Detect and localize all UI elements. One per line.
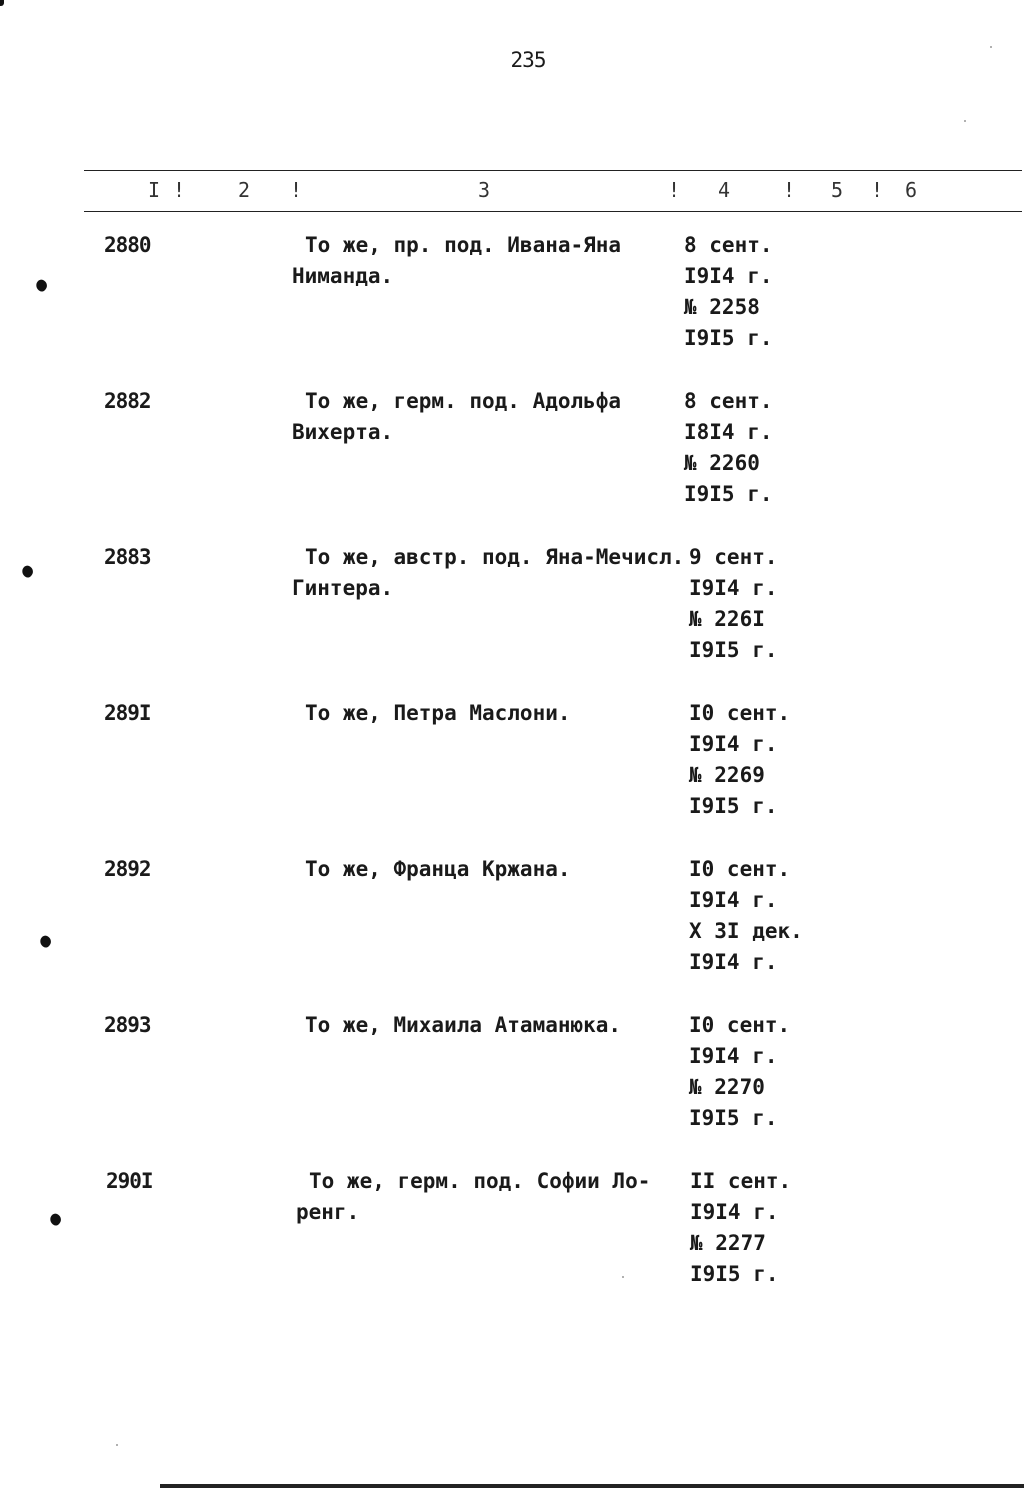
- date-line: I9I5 г.: [684, 482, 773, 506]
- date-line: 9 сент.: [689, 545, 778, 569]
- record-number: 2892: [104, 857, 151, 881]
- table-top-rule: [84, 170, 1022, 171]
- date-line: I9I5 г.: [689, 638, 778, 662]
- table-row: [0, 1166, 1024, 1306]
- scan-bottom-edge: [160, 1484, 1024, 1488]
- date-line: I8I4 г.: [684, 420, 773, 444]
- header-col-4: 4: [718, 178, 731, 202]
- table-header: [0, 178, 1024, 206]
- record-description: [292, 542, 687, 604]
- date-line: I9I5 г.: [684, 326, 773, 350]
- date-line: I9I4 г.: [689, 950, 778, 974]
- record-dates: [689, 698, 829, 822]
- description-line: То же, австр. под. Яна-Мечисл.: [305, 545, 685, 569]
- date-line: II сент.: [690, 1169, 792, 1193]
- record-dates: [690, 1166, 830, 1290]
- date-line: I9I4 г.: [689, 888, 778, 912]
- date-line: I9I5 г.: [689, 794, 778, 818]
- record-number: 2893: [104, 1013, 151, 1037]
- description-line: Вихерта.: [292, 420, 394, 444]
- date-line: I9I5 г.: [690, 1262, 779, 1286]
- date-line: № 2258: [684, 295, 760, 319]
- header-col-2: 2: [238, 178, 251, 202]
- date-line: I9I4 г.: [684, 264, 773, 288]
- date-line: I9I4 г.: [689, 576, 778, 600]
- date-line: I9I5 г.: [689, 1106, 778, 1130]
- scan-speck: [964, 120, 966, 122]
- record-dates: [689, 542, 829, 666]
- description-line: То же, герм. под. Адольфа: [305, 389, 622, 413]
- date-line: 8 сент.: [684, 233, 773, 257]
- record-dates: [689, 1010, 829, 1134]
- date-line: № 2269: [689, 763, 765, 787]
- header-separator: !: [871, 178, 884, 202]
- description-line: То же, Франца Кржана.: [305, 857, 571, 881]
- date-line: № 2260: [684, 451, 760, 475]
- record-description: [292, 854, 687, 885]
- date-line: Х 3I дек.: [689, 919, 803, 943]
- table-row: [0, 854, 1024, 994]
- record-number: 2882: [104, 389, 151, 413]
- record-dates: [689, 854, 829, 978]
- date-line: I0 сент.: [689, 701, 791, 725]
- record-dates: [684, 386, 824, 510]
- date-line: № 2277: [690, 1231, 766, 1255]
- table-header-rule: [84, 211, 1022, 212]
- description-line: То же, пр. под. Ивана-Яна: [305, 233, 622, 257]
- header-col-3: 3: [478, 178, 491, 202]
- description-line: Гинтера.: [292, 576, 394, 600]
- record-number: 2880: [104, 233, 151, 257]
- table-row: [0, 1010, 1024, 1150]
- date-line: 8 сент.: [684, 389, 773, 413]
- header-separator: !: [783, 178, 796, 202]
- record-number: 2883: [104, 545, 151, 569]
- description-line: То же, Михаила Атаманюка.: [305, 1013, 622, 1037]
- record-dates: [684, 230, 824, 354]
- header-col-5: 5: [831, 178, 844, 202]
- header-col-6: 6: [905, 178, 918, 202]
- date-line: I9I4 г.: [689, 1044, 778, 1068]
- page-number: 235: [510, 48, 546, 72]
- record-number: 289I: [104, 701, 151, 725]
- scan-corner-mark: [0, 0, 4, 6]
- scan-speck: [116, 1444, 118, 1446]
- description-line: ренг.: [296, 1200, 360, 1224]
- date-line: I0 сент.: [689, 1013, 791, 1037]
- description-line: То же, герм. под. Софии Ло-: [309, 1169, 651, 1193]
- date-line: № 226I: [689, 607, 765, 631]
- table-row: [0, 230, 1024, 370]
- date-line: I9I4 г.: [689, 732, 778, 756]
- table-row: [0, 386, 1024, 526]
- header-separator: !: [173, 178, 186, 202]
- date-line: № 2270: [689, 1075, 765, 1099]
- scan-speck: [622, 1276, 624, 1278]
- record-description: [292, 1010, 687, 1041]
- header-separator: !: [668, 178, 681, 202]
- header-separator: !: [290, 178, 303, 202]
- table-row: [0, 698, 1024, 838]
- table-row: [0, 542, 1024, 682]
- record-description: [296, 1166, 691, 1228]
- record-description: [292, 230, 687, 292]
- date-line: I9I4 г.: [690, 1200, 779, 1224]
- scan-speck: [990, 46, 992, 48]
- record-number: 290I: [106, 1169, 153, 1193]
- description-line: Ниманда.: [292, 264, 394, 288]
- record-description: [292, 386, 687, 448]
- description-line: То же, Петра Маслони.: [305, 701, 571, 725]
- record-description: [292, 698, 687, 729]
- header-col-1: I: [148, 178, 161, 202]
- date-line: I0 сент.: [689, 857, 791, 881]
